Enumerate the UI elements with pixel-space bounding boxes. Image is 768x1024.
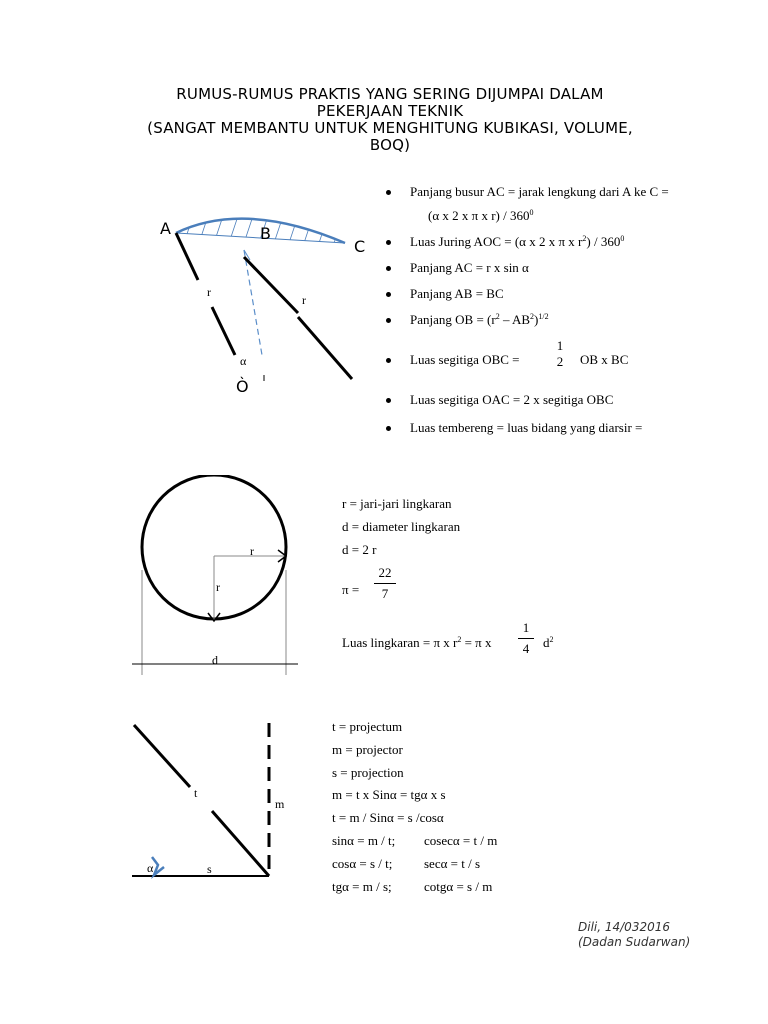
fraction-half: 1 2 (556, 338, 564, 369)
label-r-horizontal: r (250, 544, 254, 558)
page-title (80, 86, 700, 154)
label-d: d (212, 653, 218, 667)
signature-date: Dili, 14/032016 (578, 920, 670, 934)
title-line-1: RUMUS-RUMUS PRAKTIS YANG SERING DIJUMPAI DALAM (176, 85, 604, 103)
label-r-right: r (302, 293, 306, 307)
label-m: m (275, 797, 285, 811)
r-definition: r = jari-jari lingkaran (342, 496, 452, 511)
label-r-left: r (207, 285, 211, 299)
t-definition: t = projectum (332, 719, 403, 734)
t-equation: t = m / Sinα = s /cosα (332, 810, 444, 825)
radius-oc-upper (244, 257, 298, 313)
label-o: Ò (236, 377, 249, 396)
fraction-quarter: 1 4 (516, 620, 536, 657)
pi-label: π = (342, 582, 360, 597)
s-definition: s = projection (332, 765, 404, 780)
tg-formula: tgα = m / s; (332, 879, 392, 894)
title-line-2: PEKERJAAN TEKNIK (316, 102, 464, 120)
d-definition: d = diameter lingkaran (342, 519, 461, 534)
radius-oa-lower (212, 307, 235, 355)
signature-block (578, 920, 690, 950)
label-s: s (207, 862, 212, 876)
d-equation: d = 2 r (342, 542, 377, 557)
area-formula: Luas lingkaran = π x $r^2 = \pi$ x (342, 635, 492, 650)
title-line-4: BOQ) (369, 136, 411, 154)
label-alpha: α (240, 354, 247, 368)
title-line-3: (SANGAT MEMBANTU UNTUK MENGHITUNG KUBIKASI, VOLUME, (147, 119, 633, 137)
cotg-formula: cotgα = s / m (424, 879, 493, 894)
sin-formula: sinα = m / t; (332, 833, 396, 848)
cosec-formula: cosecα = t / m (424, 833, 498, 848)
label-a: A (160, 219, 171, 238)
label-c: C (354, 237, 366, 256)
m-equation: m = t x Sinα = tgα x s (332, 787, 446, 802)
label-t: t (194, 786, 198, 800)
label-b: B (260, 224, 271, 243)
obc-tail: OB x BC (580, 352, 629, 367)
sec-formula: secα = t / s (424, 856, 481, 871)
radius-oa-upper (176, 233, 198, 280)
area-tail: $d^2$ (543, 635, 554, 650)
m-definition: m = projector (332, 742, 403, 757)
cos-formula: cosα = s / t; (332, 856, 393, 871)
projection-diagram (128, 715, 288, 885)
label-alpha-angle: α (147, 861, 154, 875)
signature-author: (Dadan Sudarwan) (578, 935, 691, 949)
label-r-vertical: r (216, 580, 220, 594)
radius-oc-lower (298, 317, 352, 379)
fraction-pi: 22 7 (372, 565, 398, 602)
